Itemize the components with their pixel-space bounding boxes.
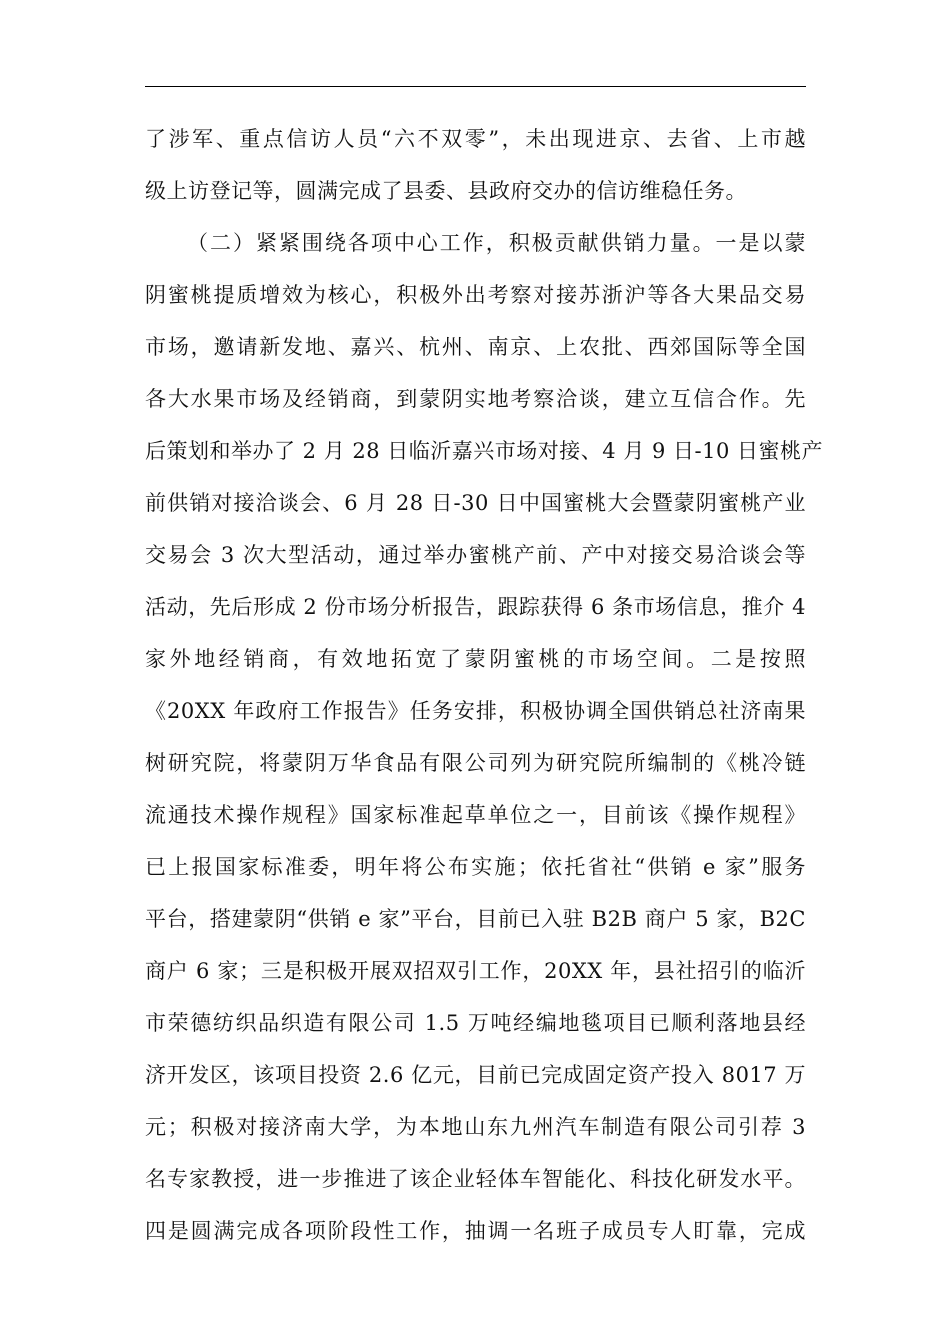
text-line: 阴蜜桃提质增效为核心，积极外出考察对接苏浙沪等各大果品交易 — [145, 283, 806, 307]
text-line: 级上访登记等，圆满完成了县委、县政府交办的信访维稳任务。 — [145, 179, 747, 203]
text-line: 各大水果市场及经销商，到蒙阴实地考察洽谈，建立互信合作。先 — [145, 387, 806, 411]
text-line: 活动，先后形成 2 份市场分析报告，跟踪获得 6 条市场信息，推介 4 — [145, 595, 806, 619]
text-line: 元；积极对接济南大学，为本地山东九州汽车制造有限公司引荐 3 — [145, 1115, 806, 1139]
text-line: 商户 6 家；三是积极开展双招双引工作，20XX 年，县社招引的临沂 — [145, 959, 806, 983]
text-line: 流通技术操作规程》国家标准起草单位之一，目前该《操作规程》 — [145, 803, 806, 827]
text-line: 交易会 3 次大型活动，通过举办蜜桃产前、产中对接交易洽谈会等 — [145, 543, 806, 567]
text-line: 平台，搭建蒙阴“供销 e 家”平台，目前已入驻 B2B 商户 5 家，B2C — [145, 907, 806, 931]
text-line: 四是圆满完成各项阶段性工作，抽调一名班子成员专人盯靠，完成 — [145, 1219, 806, 1243]
text-line: 市场，邀请新发地、嘉兴、杭州、南京、上农批、西郊国际等全国 — [145, 335, 806, 359]
text-line: 市荣德纺织品织造有限公司 1.5 万吨经编地毯项目已顺利落地县经 — [145, 1011, 806, 1035]
paragraph-first-line: （二）紧紧围绕各项中心工作，积极贡献供销力量。一是以蒙 — [187, 231, 806, 255]
text-line: 《20XX 年政府工作报告》任务安排，积极协调全国供销总社济南果 — [145, 699, 806, 723]
body-text — [145, 118, 824, 1262]
header-rule — [145, 86, 806, 87]
text-line: 济开发区，该项目投资 2.6 亿元，目前已完成固定资产投入 8017 万 — [145, 1063, 806, 1087]
text-line: 后策划和举办了 2 月 28 日临沂嘉兴市场对接、4 月 9 日-10 日蜜桃产 — [145, 439, 824, 463]
text-line: 了涉军、重点信访人员“六不双零”，未出现进京、去省、上市越 — [145, 127, 806, 151]
text-line: 前供销对接洽谈会、6 月 28 日-30 日中国蜜桃大会暨蒙阴蜜桃产业 — [145, 491, 806, 515]
text-line: 名专家教授，进一步推进了该企业轻体车智能化、科技化研发水平。 — [145, 1167, 806, 1191]
text-line: 家外地经销商，有效地拓宽了蒙阴蜜桃的市场空间。二是按照 — [145, 647, 806, 671]
text-line: 已上报国家标准委，明年将公布实施；依托省社“供销 e 家”服务 — [145, 855, 806, 879]
text-line: 树研究院，将蒙阴万华食品有限公司列为研究院所编制的《桃冷链 — [145, 751, 806, 775]
